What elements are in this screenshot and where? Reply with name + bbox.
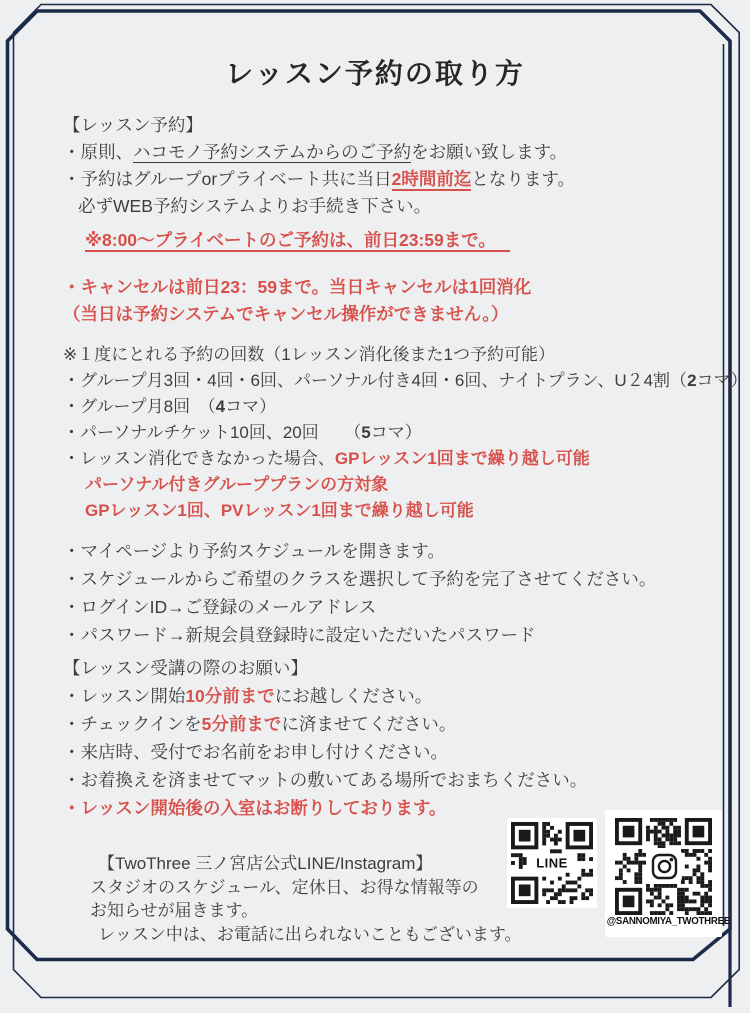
- private-deadline-note: [63, 227, 510, 254]
- text-line: ・原則、ハコモノ予約システムからのご予約をお願い致します。: [63, 142, 568, 162]
- text-line: 【レッスン受講の際のお願い】: [63, 658, 308, 678]
- text-line: スタジオのスケジュール、定休日、お得な情報等の: [90, 877, 479, 897]
- text-line: ・マイページより予約スケジュールを開きます。: [63, 541, 445, 561]
- line-qr-card: [507, 818, 597, 908]
- text-line: ・レッスン開始後の入室はお断りしております。: [63, 798, 447, 818]
- text-line: ・予約はグループorプライベート共に当日2時間前迄となります。: [63, 169, 575, 189]
- text-line: ・レッスン開始10分前までにお越しください。: [63, 686, 433, 706]
- text-line: パーソナル付きグループプランの方対象: [85, 475, 389, 494]
- text-line: 必ずWEB予約システムよりお手続き下さい。: [78, 196, 432, 216]
- text-line: ・スケジュールからご希望のクラスを選択して予約を完了させてください。: [63, 569, 657, 589]
- text-line: ・キャンセルは前日23：59まで。当日キャンセルは1回消化: [63, 277, 532, 297]
- cancel-policy: [63, 274, 531, 328]
- text-line: 【レッスン予約】: [63, 115, 203, 135]
- mypage-steps: [63, 537, 656, 649]
- line-qr-label: LINE: [533, 856, 571, 871]
- text-line: レッスン中は、お電話に出られないこともございます。: [98, 924, 522, 944]
- text-line: ・ログインID→ご登録のメールアドレス: [63, 597, 377, 617]
- reservation-count-rules: [63, 342, 748, 524]
- text-line: GPレッスン1回、PVレッスン1回まで繰り越し可能: [85, 501, 474, 520]
- instagram-qr-card: [605, 810, 730, 937]
- text-line: ※１度にとれる予約の回数（1レッスン消化後また1つ予約可能）: [63, 345, 555, 364]
- text-line: ・来店時、受付でお名前をお申し付けください。: [63, 742, 448, 762]
- text-line: ・パーソナルチケット10回、20回 （5コマ）: [63, 423, 422, 442]
- instagram-icon: [646, 848, 682, 884]
- text-line: 【TwoThree 三ノ宮店公式LINE/Instagram】: [98, 854, 433, 873]
- text-line: ・チェックインを5分前までに済ませてください。: [63, 714, 457, 734]
- text-line: お知らせが届きます。: [90, 901, 259, 920]
- attendance-notes: [63, 654, 587, 822]
- instagram-handle: @SANNOMIYA_TWOTHREE: [606, 916, 730, 927]
- text-line: ・グループ月8回 （4コマ）: [63, 397, 277, 416]
- lesson-reservation-section: [63, 112, 575, 220]
- page-title: レッスン予約の取り方: [225, 58, 525, 89]
- sns-info: [90, 852, 521, 946]
- text-line: ・グループ月3回・4回・6回、パーソナル付き4回・6回、ナイトプラン、U２4割（2コマ）: [63, 371, 748, 390]
- text-line: ・レッスン消化できなかった場合、GPレッスン1回まで繰り越し可能: [63, 449, 590, 468]
- text-line: ・パスワード→新規会員登録時に設定いただいたパスワード: [63, 625, 536, 645]
- text-line: ・お着換えを済ませてマットの敷いてある場所でおまちください。: [63, 770, 588, 790]
- text-line: ※8:00～プライベートのご予約は、前日23:59まで。: [63, 227, 510, 254]
- text-line: （当日は予約システムでキャンセル操作ができません。）: [63, 304, 509, 324]
